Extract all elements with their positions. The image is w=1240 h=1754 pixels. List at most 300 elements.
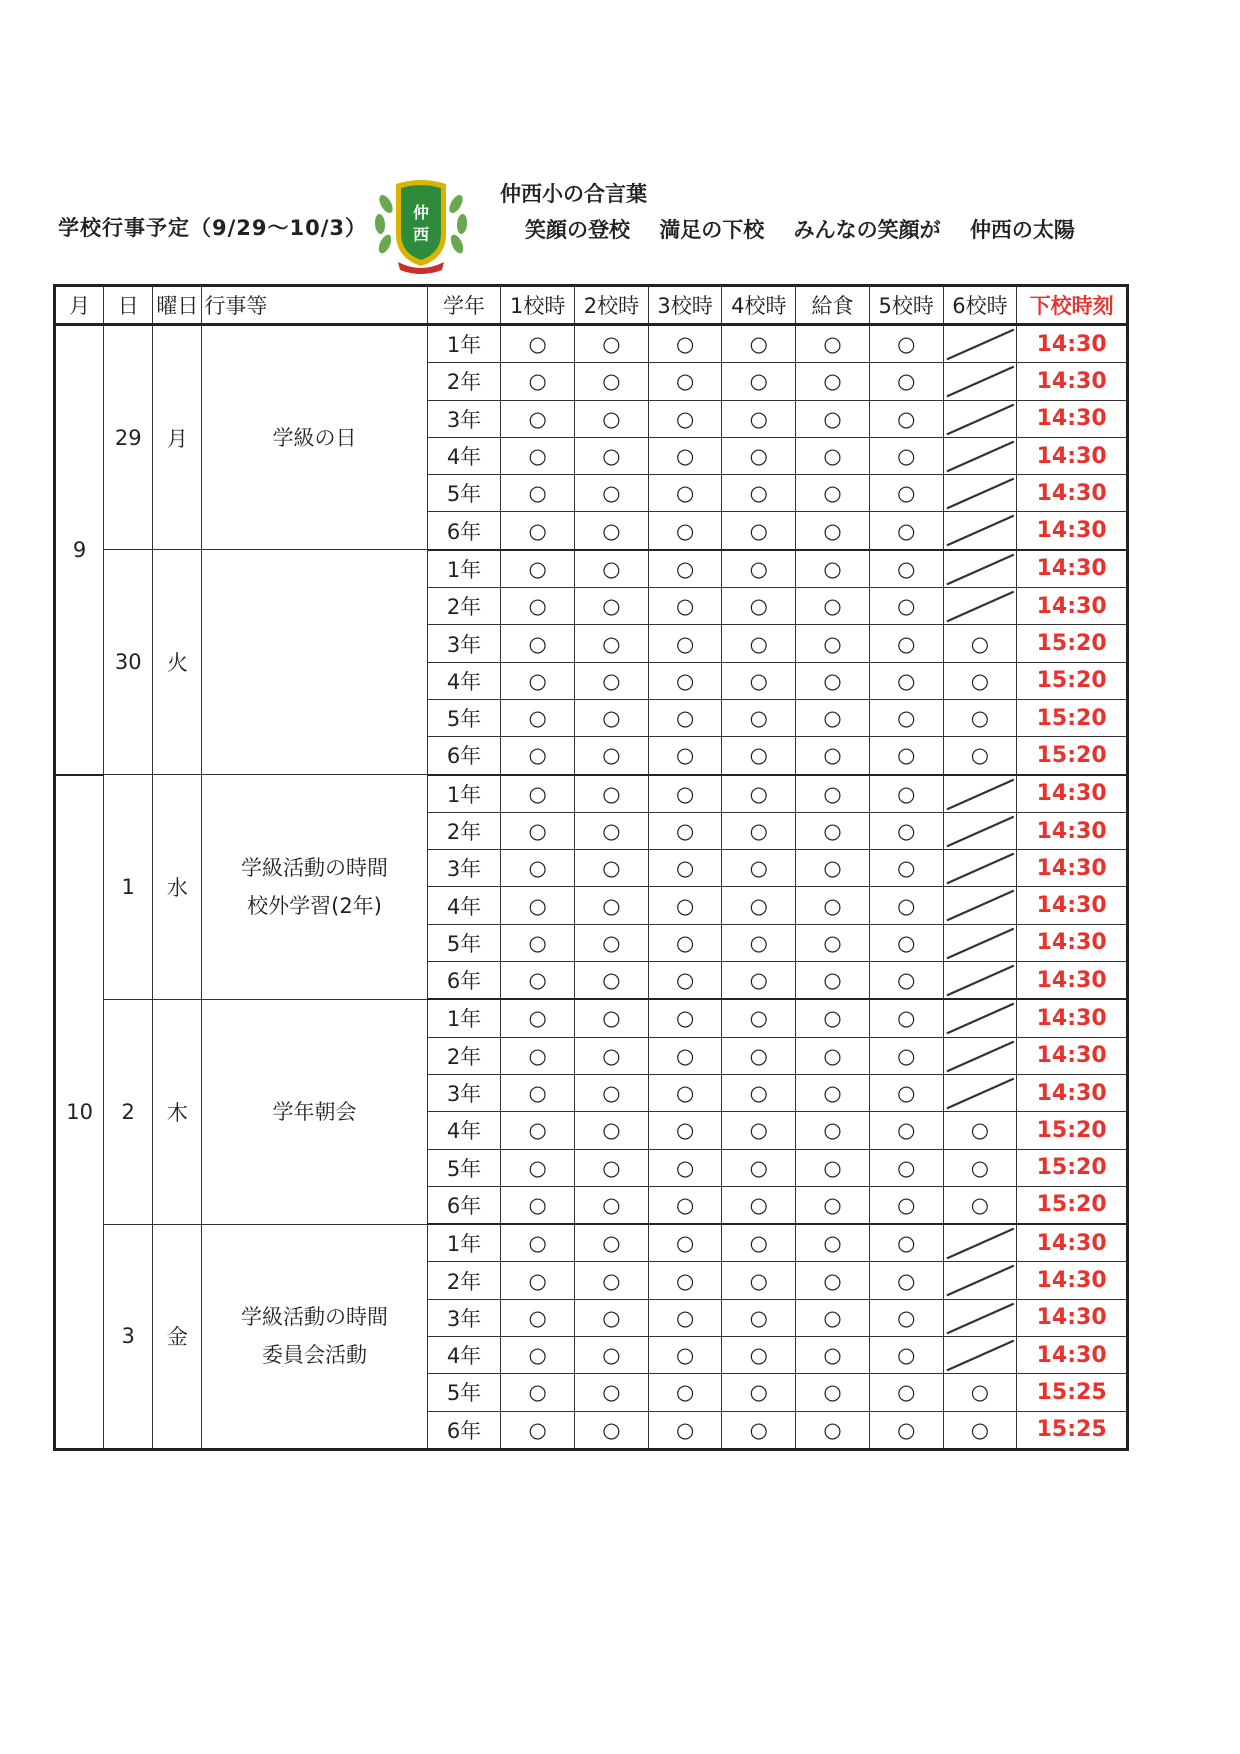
scheduled-mark: ○	[823, 444, 842, 469]
grade-cell: 3年	[427, 1074, 501, 1111]
period-cell	[648, 400, 722, 437]
scheduled-mark: ○	[749, 556, 768, 581]
period6-cell	[943, 1374, 1017, 1411]
grade-cell: 2年	[427, 588, 501, 625]
period-cell	[796, 999, 870, 1037]
dismissal-time: 15:20	[1017, 699, 1128, 736]
scheduled-mark: ○	[528, 1192, 547, 1217]
scheduled-mark: ○	[528, 631, 547, 656]
scheduled-mark: ○	[970, 668, 990, 693]
period-cell	[648, 1374, 722, 1411]
scheduled-mark: ○	[675, 518, 695, 543]
period-cell	[501, 1112, 575, 1149]
scheduled-mark: ○	[897, 1380, 916, 1405]
table-row	[55, 325, 1128, 363]
period-cell	[869, 1262, 943, 1299]
scheduled-mark: ○	[675, 1192, 695, 1217]
grade-cell: 2年	[427, 363, 501, 400]
scheduled-mark: ○	[823, 1192, 842, 1217]
period-cell	[575, 1186, 649, 1224]
dismissal-time: 15:20	[1017, 625, 1128, 662]
period-cell	[869, 475, 943, 512]
period-cell	[501, 1262, 575, 1299]
period-cell	[869, 850, 943, 887]
scheduled-mark: ○	[823, 481, 842, 506]
scheduled-mark: ○	[528, 369, 547, 394]
dismissal-time: 14:30	[1017, 1337, 1128, 1374]
period-cell	[796, 625, 870, 662]
scheduled-mark: ○	[528, 743, 547, 768]
motto-phrase: みんなの笑顔が	[793, 218, 941, 242]
events-cell	[202, 1224, 427, 1449]
scheduled-mark: ○	[970, 706, 990, 731]
period-cell	[796, 1112, 870, 1149]
scheduled-mark: ○	[602, 556, 621, 581]
period-cell	[796, 363, 870, 400]
period-cell	[648, 887, 722, 924]
period-cell	[796, 775, 870, 813]
period-cell	[869, 1149, 943, 1186]
period-cell	[796, 924, 870, 961]
dismissal-time: 14:30	[1017, 775, 1128, 813]
scheduled-mark: ○	[823, 406, 842, 431]
period-cell	[722, 325, 796, 363]
period-cell	[722, 1262, 796, 1299]
scheduled-mark: ○	[528, 594, 547, 619]
period-cell	[648, 363, 722, 400]
scheduled-mark: ○	[675, 594, 695, 619]
scheduled-mark: ○	[970, 743, 990, 768]
scheduled-mark: ○	[823, 743, 842, 768]
period-cell	[869, 625, 943, 662]
period-cell	[722, 1299, 796, 1336]
period6-cell	[943, 400, 1017, 437]
event-item: 学年朝会	[272, 1099, 357, 1124]
period6-cell	[943, 550, 1017, 588]
period-cell	[575, 1149, 649, 1186]
period-cell	[869, 812, 943, 849]
scheduled-mark: ○	[897, 594, 916, 619]
scheduled-mark: ○	[602, 518, 621, 543]
scheduled-mark: ○	[823, 1417, 842, 1442]
scheduled-mark: ○	[528, 1231, 547, 1256]
scheduled-mark: ○	[675, 1081, 695, 1106]
period-cell	[869, 550, 943, 588]
scheduled-mark: ○	[749, 1417, 768, 1442]
scheduled-mark: ○	[897, 481, 916, 506]
grade-cell: 5年	[427, 1149, 501, 1186]
scheduled-mark: ○	[749, 1081, 768, 1106]
period-cell	[796, 812, 870, 849]
scheduled-mark: ○	[749, 594, 768, 619]
period-cell	[796, 850, 870, 887]
col-header-weekday: 曜日	[153, 286, 202, 325]
grade-cell: 4年	[427, 437, 501, 474]
grade-cell: 3年	[427, 850, 501, 887]
period-cell	[575, 363, 649, 400]
period-cell	[796, 737, 870, 775]
period-cell	[869, 512, 943, 550]
period6-cell	[943, 512, 1017, 550]
scheduled-mark: ○	[528, 819, 547, 843]
col-header-day: 日	[104, 286, 153, 325]
scheduled-mark: ○	[823, 1081, 842, 1106]
period-cell	[722, 662, 796, 699]
scheduled-mark: ○	[675, 1417, 695, 1442]
dismissal-time: 14:30	[1017, 999, 1128, 1037]
period-cell	[501, 999, 575, 1037]
scheduled-mark: ○	[528, 1043, 547, 1068]
scheduled-mark: ○	[675, 406, 695, 431]
scheduled-mark: ○	[749, 1231, 768, 1256]
dismissal-time: 14:30	[1017, 1224, 1128, 1262]
period-cell	[575, 1224, 649, 1262]
scheduled-mark: ○	[602, 1118, 621, 1143]
period-cell	[648, 1037, 722, 1074]
scheduled-mark: ○	[897, 968, 916, 993]
period6-cell	[943, 999, 1017, 1037]
svg-text:西: 西	[412, 225, 430, 244]
day-cell: 3	[104, 1224, 153, 1449]
scheduled-mark: ○	[897, 1043, 916, 1068]
period-cell	[501, 1074, 575, 1111]
scheduled-mark: ○	[675, 1231, 695, 1256]
scheduled-mark: ○	[823, 893, 842, 918]
no-class-slash	[944, 1262, 1017, 1298]
period-cell	[796, 1374, 870, 1411]
table-row	[55, 999, 1128, 1037]
period6-cell	[943, 887, 1017, 924]
period-cell	[501, 363, 575, 400]
period-cell	[501, 1224, 575, 1262]
weekday-cell: 木	[153, 999, 202, 1224]
event-item: 校外学習(2年)	[247, 893, 382, 918]
grade-cell: 4年	[427, 1112, 501, 1149]
period-cell	[796, 475, 870, 512]
scheduled-mark: ○	[897, 819, 916, 843]
scheduled-mark: ○	[897, 706, 916, 731]
scheduled-mark: ○	[749, 1118, 768, 1143]
scheduled-mark: ○	[970, 1380, 990, 1405]
col-header-p2: 2校時	[575, 286, 649, 325]
period6-cell	[943, 325, 1017, 363]
period-cell	[722, 625, 796, 662]
period-cell	[501, 588, 575, 625]
period-cell	[722, 363, 796, 400]
period-cell	[796, 325, 870, 363]
dismissal-time: 14:30	[1017, 887, 1128, 924]
scheduled-mark: ○	[602, 1268, 621, 1293]
scheduled-mark: ○	[749, 1043, 768, 1068]
period-cell	[796, 699, 870, 736]
period-cell	[501, 775, 575, 813]
grade-cell: 5年	[427, 924, 501, 961]
scheduled-mark: ○	[749, 819, 768, 843]
period-cell	[575, 999, 649, 1037]
scheduled-mark: ○	[602, 444, 621, 469]
scheduled-mark: ○	[749, 781, 768, 806]
scheduled-mark: ○	[749, 893, 768, 918]
dismissal-time: 15:20	[1017, 737, 1128, 775]
scheduled-mark: ○	[602, 706, 621, 731]
no-class-slash	[944, 363, 1017, 399]
period-cell	[869, 1112, 943, 1149]
scheduled-mark: ○	[749, 856, 768, 881]
grade-cell: 5年	[427, 699, 501, 736]
period-cell	[796, 1037, 870, 1074]
period-cell	[796, 1337, 870, 1374]
scheduled-mark: ○	[528, 1155, 547, 1180]
period-cell	[796, 437, 870, 474]
period-cell	[575, 1337, 649, 1374]
scheduled-mark: ○	[528, 1417, 547, 1442]
col-header-lunch: 給食	[796, 286, 870, 325]
events-cell	[202, 775, 427, 1000]
no-class-slash	[944, 1000, 1017, 1036]
period-cell	[648, 588, 722, 625]
period-cell	[796, 887, 870, 924]
scheduled-mark: ○	[897, 444, 916, 469]
period6-cell	[943, 1037, 1017, 1074]
period-cell	[501, 1299, 575, 1336]
scheduled-mark: ○	[675, 781, 695, 806]
no-class-slash	[944, 326, 1017, 362]
scheduled-mark: ○	[528, 930, 547, 955]
scheduled-mark: ○	[602, 481, 621, 506]
period-cell	[575, 962, 649, 1000]
period-cell	[501, 325, 575, 363]
period-cell	[501, 1149, 575, 1186]
no-class-slash	[944, 438, 1017, 474]
scheduled-mark: ○	[675, 1343, 695, 1368]
dismissal-time: 15:20	[1017, 662, 1128, 699]
period-cell	[648, 1224, 722, 1262]
scheduled-mark: ○	[528, 781, 547, 806]
scheduled-mark: ○	[897, 743, 916, 768]
event-item: 学級活動の時間	[241, 855, 389, 880]
weekday-cell: 火	[153, 550, 202, 775]
grade-cell: 6年	[427, 1411, 501, 1449]
scheduled-mark: ○	[823, 668, 842, 693]
period-cell	[869, 1186, 943, 1224]
period-cell	[648, 512, 722, 550]
period-cell	[869, 699, 943, 736]
dismissal-time: 14:30	[1017, 850, 1128, 887]
scheduled-mark: ○	[749, 1380, 768, 1405]
period-cell	[722, 1149, 796, 1186]
scheduled-mark: ○	[528, 1081, 547, 1106]
period-cell	[648, 437, 722, 474]
scheduled-mark: ○	[823, 332, 842, 357]
grade-cell: 1年	[427, 1224, 501, 1262]
scheduled-mark: ○	[749, 668, 768, 693]
period-cell	[501, 400, 575, 437]
dismissal-time: 14:30	[1017, 1262, 1128, 1299]
period-cell	[575, 475, 649, 512]
no-class-slash	[944, 850, 1017, 886]
scheduled-mark: ○	[970, 1118, 990, 1143]
scheduled-mark: ○	[897, 1081, 916, 1106]
dismissal-time: 15:20	[1017, 1186, 1128, 1224]
scheduled-mark: ○	[897, 668, 916, 693]
scheduled-mark: ○	[528, 856, 547, 881]
scheduled-mark: ○	[528, 406, 547, 431]
period-cell	[722, 437, 796, 474]
no-class-slash	[944, 1225, 1017, 1261]
scheduled-mark: ○	[897, 1118, 916, 1143]
table-row	[55, 550, 1128, 588]
scheduled-mark: ○	[823, 819, 842, 843]
scheduled-mark: ○	[602, 1305, 621, 1330]
period-cell	[501, 550, 575, 588]
period-cell	[722, 812, 796, 849]
period-cell	[869, 1374, 943, 1411]
dismissal-time: 14:30	[1017, 363, 1128, 400]
scheduled-mark: ○	[823, 930, 842, 955]
period6-cell	[943, 775, 1017, 813]
scheduled-mark: ○	[602, 631, 621, 656]
event-item: 学級の日	[272, 425, 357, 450]
period-cell	[722, 512, 796, 550]
scheduled-mark: ○	[675, 1268, 695, 1293]
scheduled-mark: ○	[675, 743, 695, 768]
col-header-month: 月	[55, 286, 104, 325]
period-cell	[575, 812, 649, 849]
scheduled-mark: ○	[897, 1192, 916, 1217]
scheduled-mark: ○	[749, 930, 768, 955]
schedule-body	[55, 325, 1128, 1450]
period6-cell	[943, 1411, 1017, 1449]
scheduled-mark: ○	[823, 1155, 842, 1180]
scheduled-mark: ○	[675, 856, 695, 881]
scheduled-mark: ○	[528, 556, 547, 581]
no-class-slash	[944, 1038, 1017, 1074]
dismissal-time: 14:30	[1017, 1074, 1128, 1111]
dismissal-time: 14:30	[1017, 400, 1128, 437]
scheduled-mark: ○	[675, 1380, 695, 1405]
period6-cell	[943, 812, 1017, 849]
scheduled-mark: ○	[528, 518, 547, 543]
event-item: 委員会活動	[262, 1343, 368, 1368]
period6-cell	[943, 699, 1017, 736]
period-cell	[575, 512, 649, 550]
scheduled-mark: ○	[528, 1006, 547, 1031]
scheduled-mark: ○	[602, 332, 621, 357]
period-cell	[869, 325, 943, 363]
period-cell	[869, 775, 943, 813]
scheduled-mark: ○	[897, 893, 916, 918]
period-cell	[869, 662, 943, 699]
scheduled-mark: ○	[602, 406, 621, 431]
period-cell	[796, 662, 870, 699]
scheduled-mark: ○	[897, 1155, 916, 1180]
no-class-slash	[944, 776, 1017, 812]
period-cell	[722, 962, 796, 1000]
period-cell	[648, 999, 722, 1037]
period-cell	[722, 588, 796, 625]
scheduled-mark: ○	[823, 856, 842, 881]
schedule-table	[53, 284, 1129, 1451]
scheduled-mark: ○	[602, 1155, 621, 1180]
dismissal-time: 14:30	[1017, 924, 1128, 961]
period-cell	[501, 850, 575, 887]
period-cell	[648, 475, 722, 512]
grade-cell: 3年	[427, 400, 501, 437]
period-cell	[722, 887, 796, 924]
scheduled-mark: ○	[528, 1268, 547, 1293]
period-cell	[575, 1262, 649, 1299]
scheduled-mark: ○	[528, 668, 547, 693]
col-header-grade: 学年	[427, 286, 501, 325]
grade-cell: 4年	[427, 887, 501, 924]
grade-cell: 6年	[427, 1186, 501, 1224]
scheduled-mark: ○	[897, 1268, 916, 1293]
period-cell	[722, 1224, 796, 1262]
scheduled-mark: ○	[749, 631, 768, 656]
weekday-cell: 金	[153, 1224, 202, 1449]
period-cell	[501, 699, 575, 736]
period-cell	[648, 962, 722, 1000]
scheduled-mark: ○	[823, 1268, 842, 1293]
scheduled-mark: ○	[675, 1043, 695, 1068]
events-cell	[202, 550, 427, 775]
period-cell	[575, 662, 649, 699]
scheduled-mark: ○	[897, 1305, 916, 1330]
dismissal-time: 14:30	[1017, 550, 1128, 588]
period6-cell	[943, 962, 1017, 1000]
col-header-events: 行事等	[202, 286, 427, 325]
no-class-slash	[944, 588, 1017, 624]
scheduled-mark: ○	[602, 1081, 621, 1106]
no-class-slash	[944, 925, 1017, 961]
period-cell	[869, 737, 943, 775]
scheduled-mark: ○	[823, 556, 842, 581]
motto-phrase: 笑顔の登校	[525, 218, 630, 242]
page-title: 学校行事予定（9/29〜10/3）	[58, 216, 368, 240]
no-class-slash	[944, 401, 1017, 437]
period-cell	[575, 1112, 649, 1149]
period-cell	[575, 887, 649, 924]
scheduled-mark: ○	[528, 481, 547, 506]
period-cell	[722, 737, 796, 775]
scheduled-mark: ○	[528, 444, 547, 469]
period-cell	[575, 325, 649, 363]
scheduled-mark: ○	[528, 968, 547, 993]
period-cell	[722, 924, 796, 961]
scheduled-mark: ○	[897, 1417, 916, 1442]
scheduled-mark: ○	[602, 893, 621, 918]
col-header-p4: 4校時	[722, 286, 796, 325]
scheduled-mark: ○	[897, 369, 916, 394]
scheduled-mark: ○	[970, 631, 990, 656]
school-emblem	[372, 174, 470, 276]
scheduled-mark: ○	[749, 406, 768, 431]
period-cell	[501, 1337, 575, 1374]
period-cell	[648, 924, 722, 961]
period-cell	[501, 1037, 575, 1074]
scheduled-mark: ○	[897, 930, 916, 955]
period-cell	[796, 1299, 870, 1336]
scheduled-mark: ○	[675, 819, 695, 843]
dismissal-time: 15:20	[1017, 1112, 1128, 1149]
period6-cell	[943, 1074, 1017, 1111]
period-cell	[722, 1186, 796, 1224]
scheduled-mark: ○	[675, 556, 695, 581]
month-cell: 9	[55, 325, 104, 775]
table-header-row	[55, 286, 1128, 325]
scheduled-mark: ○	[749, 444, 768, 469]
grade-cell: 6年	[427, 962, 501, 1000]
